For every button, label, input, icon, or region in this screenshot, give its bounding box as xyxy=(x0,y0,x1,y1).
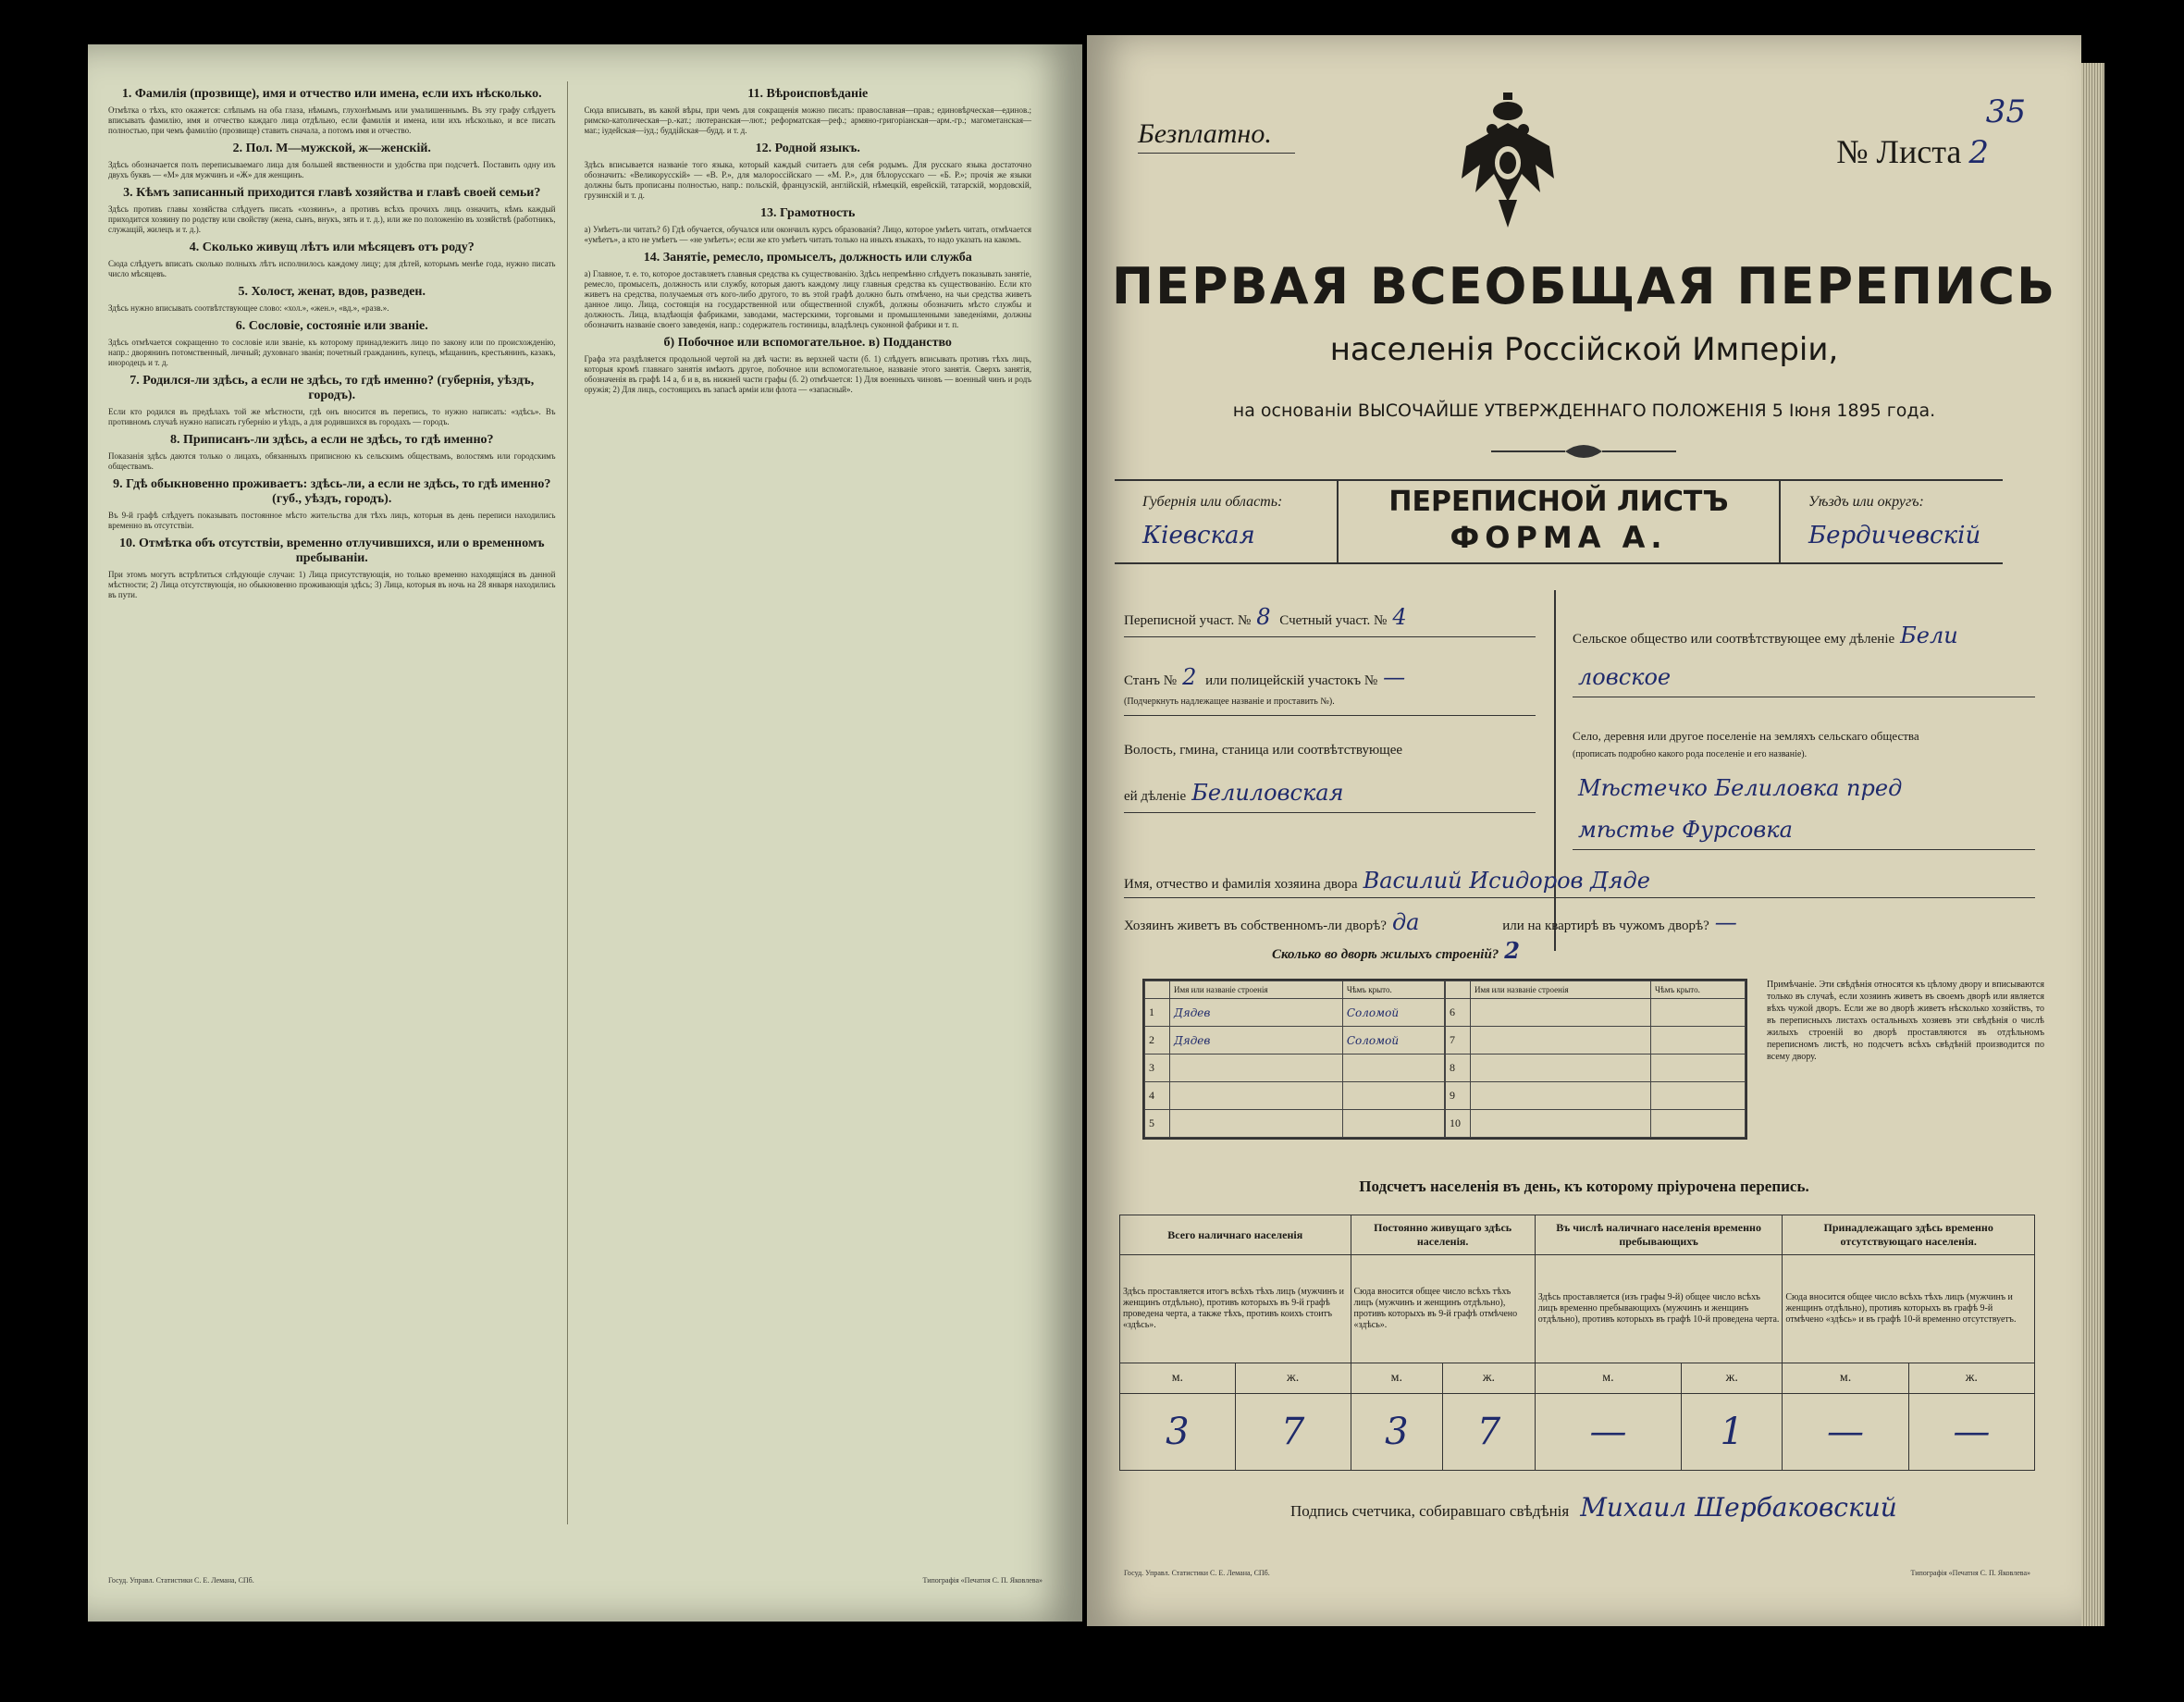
district-cell xyxy=(1779,481,2003,562)
row-number: 6 xyxy=(1446,999,1471,1027)
building-owner: Дядев xyxy=(1170,999,1343,1027)
building-roof: Соломой xyxy=(1342,1027,1444,1054)
count-description: Здѣсь проставляется итогъ всѣхъ тѣхъ лицъ (мужчинъ и женщинъ отдѣльно), противъ которыхъ въ 9-й графѣ проведена черта, а также тѣхъ, противъ коихъ стоитъ «здѣсь». xyxy=(1120,1255,1351,1363)
row-number: 1 xyxy=(1145,999,1170,1027)
owner-value: Василий Исидоров Дяде xyxy=(1363,868,1650,894)
village-label: Село, деревня или другое поселеніе на земляхъ сельскаго общества xyxy=(1573,729,1919,743)
population-count-title: Подсчетъ населенія въ день, къ которому пріурочена перепись. xyxy=(1359,1178,1809,1195)
instruction-text: Если кто родился въ предѣлахъ той же мѣстности, гдѣ онъ вносится въ перепись, то нужно написать: «здѣсь». Въ противномъ случаѣ нужно написать губернію и уѣздъ, а для родившихся въ городахъ — городъ. xyxy=(108,407,556,426)
buildings-table xyxy=(1142,979,1747,1140)
instruction-title: 14. Занятіе, ремесло, промыселъ, должность или служба xyxy=(643,251,972,265)
form-header-box xyxy=(1115,479,2003,564)
instruction-title: 8. Приписанъ-ли здѣсь, а если не здѣсь, то гдѣ именно? xyxy=(169,433,494,447)
count-value: — xyxy=(1535,1394,1681,1471)
rural-value-2: ловское xyxy=(1578,664,1672,690)
instruction-title: 11. Вѣроисповѣданіе xyxy=(747,87,869,101)
instruction-title: 9. Гдѣ обыкновенно проживаетъ: здѣсь-ли, а если не здѣсь, то гдѣ именно? (губ., уѣздъ, городъ). xyxy=(113,477,551,506)
own-house-value: да xyxy=(1391,909,1420,935)
province-cell xyxy=(1115,481,1339,562)
building-roof xyxy=(1342,1082,1444,1110)
row-number: 10 xyxy=(1446,1110,1471,1138)
rented-label: или на квартирѣ въ чужомъ дворѣ? xyxy=(1502,919,1709,933)
table-header-roof: Чѣмъ крыто. xyxy=(1342,981,1444,999)
owner-underline xyxy=(1124,897,2035,898)
instruction-title: 6. Сословіе, состояніе или званіе. xyxy=(235,319,428,333)
count-description: Сюда вносится общее число всѣхъ тѣхъ лицъ (мужчинъ и женщинъ отдѣльно), противъ которыхъ въ графѣ 9-й отмѣчено «здѣсь» и въ графѣ 10-й временно отсутствуетъ. xyxy=(1783,1255,2035,1363)
left-page-footer xyxy=(108,1576,1043,1585)
free-underline xyxy=(1138,153,1295,154)
stan-hint: (Подчеркнуть надлежащее названіе и проставить №). xyxy=(1124,697,1335,707)
table-row xyxy=(1145,1027,1445,1054)
district-value: Бердичевскiй xyxy=(1808,522,1981,549)
building-owner xyxy=(1471,1027,1651,1054)
building-owner xyxy=(1471,1110,1651,1138)
row-number: 3 xyxy=(1145,1054,1170,1082)
building-roof xyxy=(1651,1110,1746,1138)
instruction-text: Сюда слѣдуетъ вписать сколько полныхъ лѣтъ исполнилось каждому лицу; для дѣтей, которымъ менѣе года, нужно писать число мѣсяцевъ. xyxy=(108,259,556,278)
census-form-page xyxy=(1087,35,2081,1626)
instruction-title: 7. Родился-ли здѣсь, а если не здѣсь, то гдѣ именно? (губернія, уѣздъ, городъ). xyxy=(130,374,535,402)
table-header-owner: Имя или названіе строенія xyxy=(1471,981,1651,999)
instruction-text: Отмѣтка о тѣхъ, кто окажется: слѣпымъ на оба глаза, нѣмымъ, глухонѣмымъ или умалишеннымъ. Въ эту графу слѣдуетъ вписывать фамилію, имя и отчество каждаго лица отдѣльно, если фамилія и имена, или ихъ нѣсколько, и все писать полностью, при чемъ фамилію (прозвище) ставить сначала, а потомъ имя и отчество. xyxy=(108,105,556,135)
ornament-divider-icon xyxy=(1491,442,1676,461)
instruction-text: Здѣсь обозначается полъ переписываемаго лица для большей явственности и удобства при подсчетѣ. Поставить одну изъ двухъ буквъ — «М» для мужчинъ и «Ж» для женщинъ. xyxy=(108,160,556,179)
census-area-underline xyxy=(1124,636,1536,637)
imperial-eagle-emblem-icon xyxy=(1457,91,1559,229)
instruction-title: 12. Родной языкъ. xyxy=(755,142,860,155)
counting-area-label: Счетный участ. № xyxy=(1279,613,1388,628)
table-row xyxy=(1145,1082,1445,1110)
left-footer-publisher: Госуд. Управл. Статистики С. Е. Лемана, СПб. xyxy=(108,1576,254,1585)
count-value: — xyxy=(1908,1394,2034,1471)
count-header: Въ числѣ наличнаго населенія временно пребывающихъ xyxy=(1535,1215,1783,1255)
instruction-text: Здѣсь вписывается названіе того языка, который каждый считаетъ для себя родымъ. Для русскаго языка достаточно обозначить: «Великорусскій» — «В. Р.», для малороссійскаго — «М. Р.», для бѣлорусскаго — «Б. Р.»; прочія же языки должны быть прописаны полностью, напр.: польскій, французскій, англійскій, нѣмецкій, еврейскій, татарскій, мордовскій, грузинскій и т. д. xyxy=(584,160,1031,200)
counting-area-value: 4 xyxy=(1392,604,1407,630)
female-label: ж. xyxy=(1443,1363,1536,1394)
instruction-text: Въ 9-й графѣ слѣдуетъ показывать постоянное мѣсто жительства для тѣхъ лицъ, которыя въ день переписи находились временно въ отсутствіи. xyxy=(108,511,556,530)
village-value-2: мѣстье Фурсовка xyxy=(1578,817,1793,843)
building-owner: Дядев xyxy=(1170,1027,1343,1054)
building-roof xyxy=(1651,1054,1746,1082)
count-description: Сюда вносится общее число всѣхъ тѣхъ лицъ (мужчинъ и женщинъ отдѣльно), противъ которыхъ въ 9-й графѣ отмѣчено «здѣсь». xyxy=(1351,1255,1535,1363)
building-owner xyxy=(1471,1054,1651,1082)
district-label: Уѣздъ или округъ: xyxy=(1808,494,1924,510)
census-subtitle: населенія Россійской Имперіи, xyxy=(1329,331,1839,368)
village-value-2-row xyxy=(1573,817,1798,843)
right-page-footer xyxy=(1124,1569,2030,1577)
owner-label: Имя, отчество и фамилія хозяина двора xyxy=(1124,877,1358,892)
count-value: — xyxy=(1783,1394,1908,1471)
table-row xyxy=(1446,999,1746,1027)
instruction-text: Показанія здѣсь даются только о лицахъ, обязанныхъ приписною къ сельскимъ обществамъ, волостямъ или городскимъ обществамъ. xyxy=(108,451,556,471)
rural-value-1: Бели xyxy=(1900,623,1958,648)
volost-underline xyxy=(1124,812,1536,813)
signature-value: Михаил Шербаковский xyxy=(1580,1492,1897,1523)
building-owner xyxy=(1170,1054,1343,1082)
table-row xyxy=(1446,1082,1746,1110)
census-area-label: Переписной участ. № xyxy=(1124,613,1252,628)
left-footer-printer: Типографія «Печатня С. П. Яковлева» xyxy=(922,1576,1043,1585)
page-stack-edge xyxy=(2081,63,2104,1626)
row-number: 7 xyxy=(1446,1027,1471,1054)
instruction-title: 1. Фамилія (прозвище), имя и отчество или имена, если ихъ нѣсколько. xyxy=(121,87,542,101)
form-top-row xyxy=(1138,86,2026,171)
female-label: ж. xyxy=(1908,1363,2034,1394)
instruction-text: Здѣсь отмѣчается сокращенно то сословіе или званіе, къ которому принадлежитъ лицо по закону или по происхожденію, напр.: дворянинъ потомственный, личный; духовнаго званія; почетный гражданинъ, купецъ, мѣщанинъ, крестьянинъ, казакъ, инородецъ и т. д. xyxy=(108,338,556,367)
row-number: 4 xyxy=(1145,1082,1170,1110)
building-owner xyxy=(1170,1110,1343,1138)
female-label: ж. xyxy=(1235,1363,1351,1394)
male-label: м. xyxy=(1120,1363,1236,1394)
signature-label: Подпись счетчика, собиравшаго свѣдѣнія xyxy=(1290,1502,1570,1520)
row-number: 8 xyxy=(1446,1054,1471,1082)
rented-value: — xyxy=(1714,909,1737,935)
sheet-number xyxy=(1836,132,1989,171)
table-header-owner: Имя или названіе строенія xyxy=(1170,981,1343,999)
table-header-roof: Чѣмъ крыто. xyxy=(1651,981,1746,999)
count-header: Постоянно живущаго здѣсь населенія. xyxy=(1351,1215,1535,1255)
instruction-title: 3. Кѣмъ записанный приходится главѣ хозяйства и главѣ своей семьи? xyxy=(123,186,541,200)
table-row xyxy=(1446,1054,1746,1082)
corner-number: 35 xyxy=(1985,93,2026,130)
own-house-field xyxy=(1124,909,1743,935)
row-number: 2 xyxy=(1145,1027,1170,1054)
legal-basis: на основаніи ВЫСОЧАЙШЕ УТВЕРЖДЕННАГО ПОЛОЖЕНІЯ 5 Іюня 1895 года. xyxy=(1232,401,1936,421)
male-label: м. xyxy=(1535,1363,1681,1394)
table-row xyxy=(1145,999,1445,1027)
instruction-title: 5. Холост, женат, вдов, разведен. xyxy=(238,285,426,299)
count-description: Здѣсь проставляется (изъ графы 9-й) общее число всѣхъ лицъ временно пребывающихъ (мужчинъ и женщинъ отдѣльно), противъ которыхъ въ графѣ 10-й проведена черта. xyxy=(1535,1255,1783,1363)
stan-value: 2 xyxy=(1182,664,1197,690)
form-title-block xyxy=(1337,485,1781,555)
instruction-text: а) Умѣетъ-ли читать? б) Гдѣ обучается, обучался или окончилъ курсъ образованія? Лицо, которое умѣетъ читать, отмѣчается «умѣетъ», а кто не умѣетъ — «не умѣетъ»; если же кто умѣетъ читать только на иныхъ языкахъ, то надо указать на какомъ. xyxy=(584,225,1031,244)
building-owner xyxy=(1170,1082,1343,1110)
village-hint: (прописать подробно какого рода поселеніе и его названіе). xyxy=(1573,749,1808,759)
row-number: 9 xyxy=(1446,1082,1471,1110)
form-title: ПЕРЕПИСНОЙ ЛИСТЪ xyxy=(1388,486,1729,518)
building-roof xyxy=(1342,1054,1444,1082)
form-subtitle: ФОРМА А. xyxy=(1450,520,1668,555)
table-row xyxy=(1446,1110,1746,1138)
volost-value: Белиловская xyxy=(1191,780,1344,806)
row-number: 5 xyxy=(1145,1110,1170,1138)
census-area-field xyxy=(1124,604,1413,630)
table-row xyxy=(1446,1027,1746,1054)
village-value-1: Мѣстечко Белиловка пред xyxy=(1578,775,1903,801)
buildings-table-left xyxy=(1144,980,1445,1138)
instruction-text: При этомъ могутъ встрѣтиться слѣдующіе случаи: 1) Лица присутствующія, но только временно находящіяся въ данной мѣстности; 2) Лица отсутствующія, но обыкновенно проживающія здѣсь; 3) Лица, которыя въ ночь на 28 января находились въ пути. xyxy=(108,570,556,599)
building-roof xyxy=(1651,1027,1746,1054)
count-value: 3 xyxy=(1120,1394,1236,1471)
census-area-value: 8 xyxy=(1256,604,1271,630)
volost-field xyxy=(1124,780,1349,806)
instruction-title: 10. Отмѣтка объ отсутствіи, временно отлучившихся, или о временномъ пребываніи. xyxy=(118,536,545,565)
village-underline xyxy=(1573,849,2035,850)
count-header: Принадлежащаго здѣсь временно отсутствующаго населенія. xyxy=(1783,1215,2035,1255)
instruction-title: 4. Сколько живущ лѣтъ или мѣсяцевъ отъ роду? xyxy=(189,240,475,254)
volost-label-2: ей дѣленіе xyxy=(1124,789,1187,804)
building-roof xyxy=(1651,1082,1746,1110)
count-value: 7 xyxy=(1235,1394,1351,1471)
building-owner xyxy=(1471,1082,1651,1110)
owner-field xyxy=(1124,868,1656,894)
stan-underline xyxy=(1124,715,1536,716)
table-header-num xyxy=(1145,981,1170,999)
instructions-column-1 xyxy=(108,81,568,1524)
sheet-number-value: 2 xyxy=(1968,134,1989,171)
count-header: Всего наличнаго населенія xyxy=(1120,1215,1351,1255)
table-row xyxy=(1145,1110,1445,1138)
instructions-page xyxy=(88,44,1082,1622)
instruction-text: Графа эта раздѣляется продольной чертой на двѣ части: въ верхней части (б. 1) слѣдуетъ вписывать противъ тѣхъ лицъ, которыя кромѣ главнаго занятія имѣютъ другое, побочное или вспомогательное, названіе этого занятія. Сверхъ занятія, обозначенія въ графѣ 14 а, б и в, въ нижней части графы (б. 2) отмѣчается: 1) Для военныхъ чиновъ — военный чинъ и родъ оружія; 2) Для лицъ, состоящихъ въ запасѣ армiи или флота — «запасный». xyxy=(584,354,1031,394)
table-row xyxy=(1145,1054,1445,1082)
instruction-text: Здѣсь противъ главы хозяйства слѣдуетъ писать «хозяинъ», а противъ всѣхъ прочихъ лицъ означить, кѣмъ каждый приходится хозяину по родству или свойству (жена, сынъ, внукъ, зять и т. д.), или же по положенію въ хозяйствѣ (работникъ, служащій, жилецъ и т. д.). xyxy=(108,204,556,234)
buildings-table-right xyxy=(1445,980,1746,1138)
buildings-note: Примѣчаніе. Эти свѣдѣнія относятся къ цѣлому двору и вписываются только въ случаѣ, если хозяинъ живетъ въ своемъ дворѣ или является вѣхъ чужой дворъ. Если же во дворѣ живетъ нѣсколько хозяйствъ, то въ переписныхъ листахъ остальныхъ хозяевъ эти свѣдѣнія о числѣ жилыхъ строеній во дворѣ проставляются въ отдѣльномъ переписномъ листѣ, но подсчетъ всѣхъ свѣдѣній производится по всему двору. xyxy=(1767,980,2044,1062)
enumerator-signature-field xyxy=(1290,1492,1897,1523)
sheet-number-label: № Листа xyxy=(1836,133,1962,170)
free-label: Безплатно. xyxy=(1138,118,1272,149)
count-value: 1 xyxy=(1682,1394,1783,1471)
right-footer-printer: Типографія «Печатня С. П. Яковлева» xyxy=(1910,1569,2030,1577)
instruction-title: б) Побочное или вспомогательное. в) Подданство xyxy=(663,336,952,350)
rural-field-2 xyxy=(1573,664,1676,690)
province-value: Кiевская xyxy=(1142,522,1255,549)
instruction-text: Сюда вписывать, въ какой вѣры, при чемъ для сокращенія можно писать: православная—прав.; единовѣрческая—единов.; римско-католическая—р.-кат.; лютеранская—лют.; реформатская—реф.; армяно-григоріанская—арм.-гр.; магометанская—маг.; іудейская—іуд.; буддійская—будд. и т. д. xyxy=(584,105,1031,135)
instruction-title: 13. Грамотность xyxy=(760,206,856,220)
population-count-table xyxy=(1119,1215,2035,1471)
instructions-column-2 xyxy=(585,81,1043,1524)
building-roof xyxy=(1342,1110,1444,1138)
census-title: ПЕРВАЯ ВСЕОБЩАЯ ПЕРЕПИСЬ xyxy=(1111,257,2057,315)
building-roof: Соломой xyxy=(1342,999,1444,1027)
instruction-title: 2. Пол. М—мужской, ж—женскій. xyxy=(232,142,431,155)
rural-label: Сельское общество или соотвѣтствующее ему дѣленіе xyxy=(1573,632,1895,647)
stan-field xyxy=(1124,664,1411,690)
census-book xyxy=(88,35,2100,1626)
count-value: 3 xyxy=(1351,1394,1443,1471)
female-label: ж. xyxy=(1682,1363,1783,1394)
village-value-1-row xyxy=(1573,775,1907,801)
right-footer-publisher: Госуд. Управл. Статистики С. Е. Лемана, СПб. xyxy=(1124,1569,1270,1577)
table-header-num xyxy=(1446,981,1471,999)
rural-field xyxy=(1573,623,1964,648)
buildings-label: Сколько во дворѣ жилыхъ строеній? xyxy=(1272,947,1499,962)
volost-label: Волость, гмина, станица или соотвѣтствующее xyxy=(1124,743,1403,758)
province-label: Губернія или область: xyxy=(1142,494,1283,510)
buildings-value: 2 xyxy=(1504,937,1520,964)
instruction-text: Здѣсь нужно вписывать соотвѣтствующее слово: «хол.», «жен.», «вд.», «разв.». xyxy=(108,303,389,313)
police-label: или полицейскій участокъ № xyxy=(1205,673,1378,688)
own-house-label: Хозяинъ живетъ въ собственномъ-ли дворѣ? xyxy=(1124,919,1387,933)
male-label: м. xyxy=(1783,1363,1908,1394)
police-value: — xyxy=(1383,664,1406,690)
building-owner xyxy=(1471,999,1651,1027)
building-roof xyxy=(1651,999,1746,1027)
buildings-field xyxy=(1272,937,1525,964)
stan-label: Станъ № xyxy=(1124,673,1178,688)
instruction-text: а) Главное, т. е. то, которое доставляетъ главныя средства къ существованію. Здѣсь непремѣнно слѣдуетъ показывать занятіе, ремесло, промыселъ, должность или службу, которыя даютъ каждому лицу главныя средства къ существованію. Если кто живетъ на средства, получаемыя отъ кого-либо другого, то въ этой графѣ должно быть отмѣчено, на чьи средства живетъ данное лицо. Лица, состоящія на государственной или общественной службѣ, должны обозначить мѣсто службы и должность. Лица, владѣющія фабриками, заводами, мастерскими, торговыми и промышленными заведеніями, должны обозначить названіе своего заведенія, напр.: содержатель гостиницы, владѣлецъ суконной фабрики и т. п. xyxy=(584,269,1031,329)
count-value: 7 xyxy=(1443,1394,1536,1471)
male-label: м. xyxy=(1351,1363,1443,1394)
